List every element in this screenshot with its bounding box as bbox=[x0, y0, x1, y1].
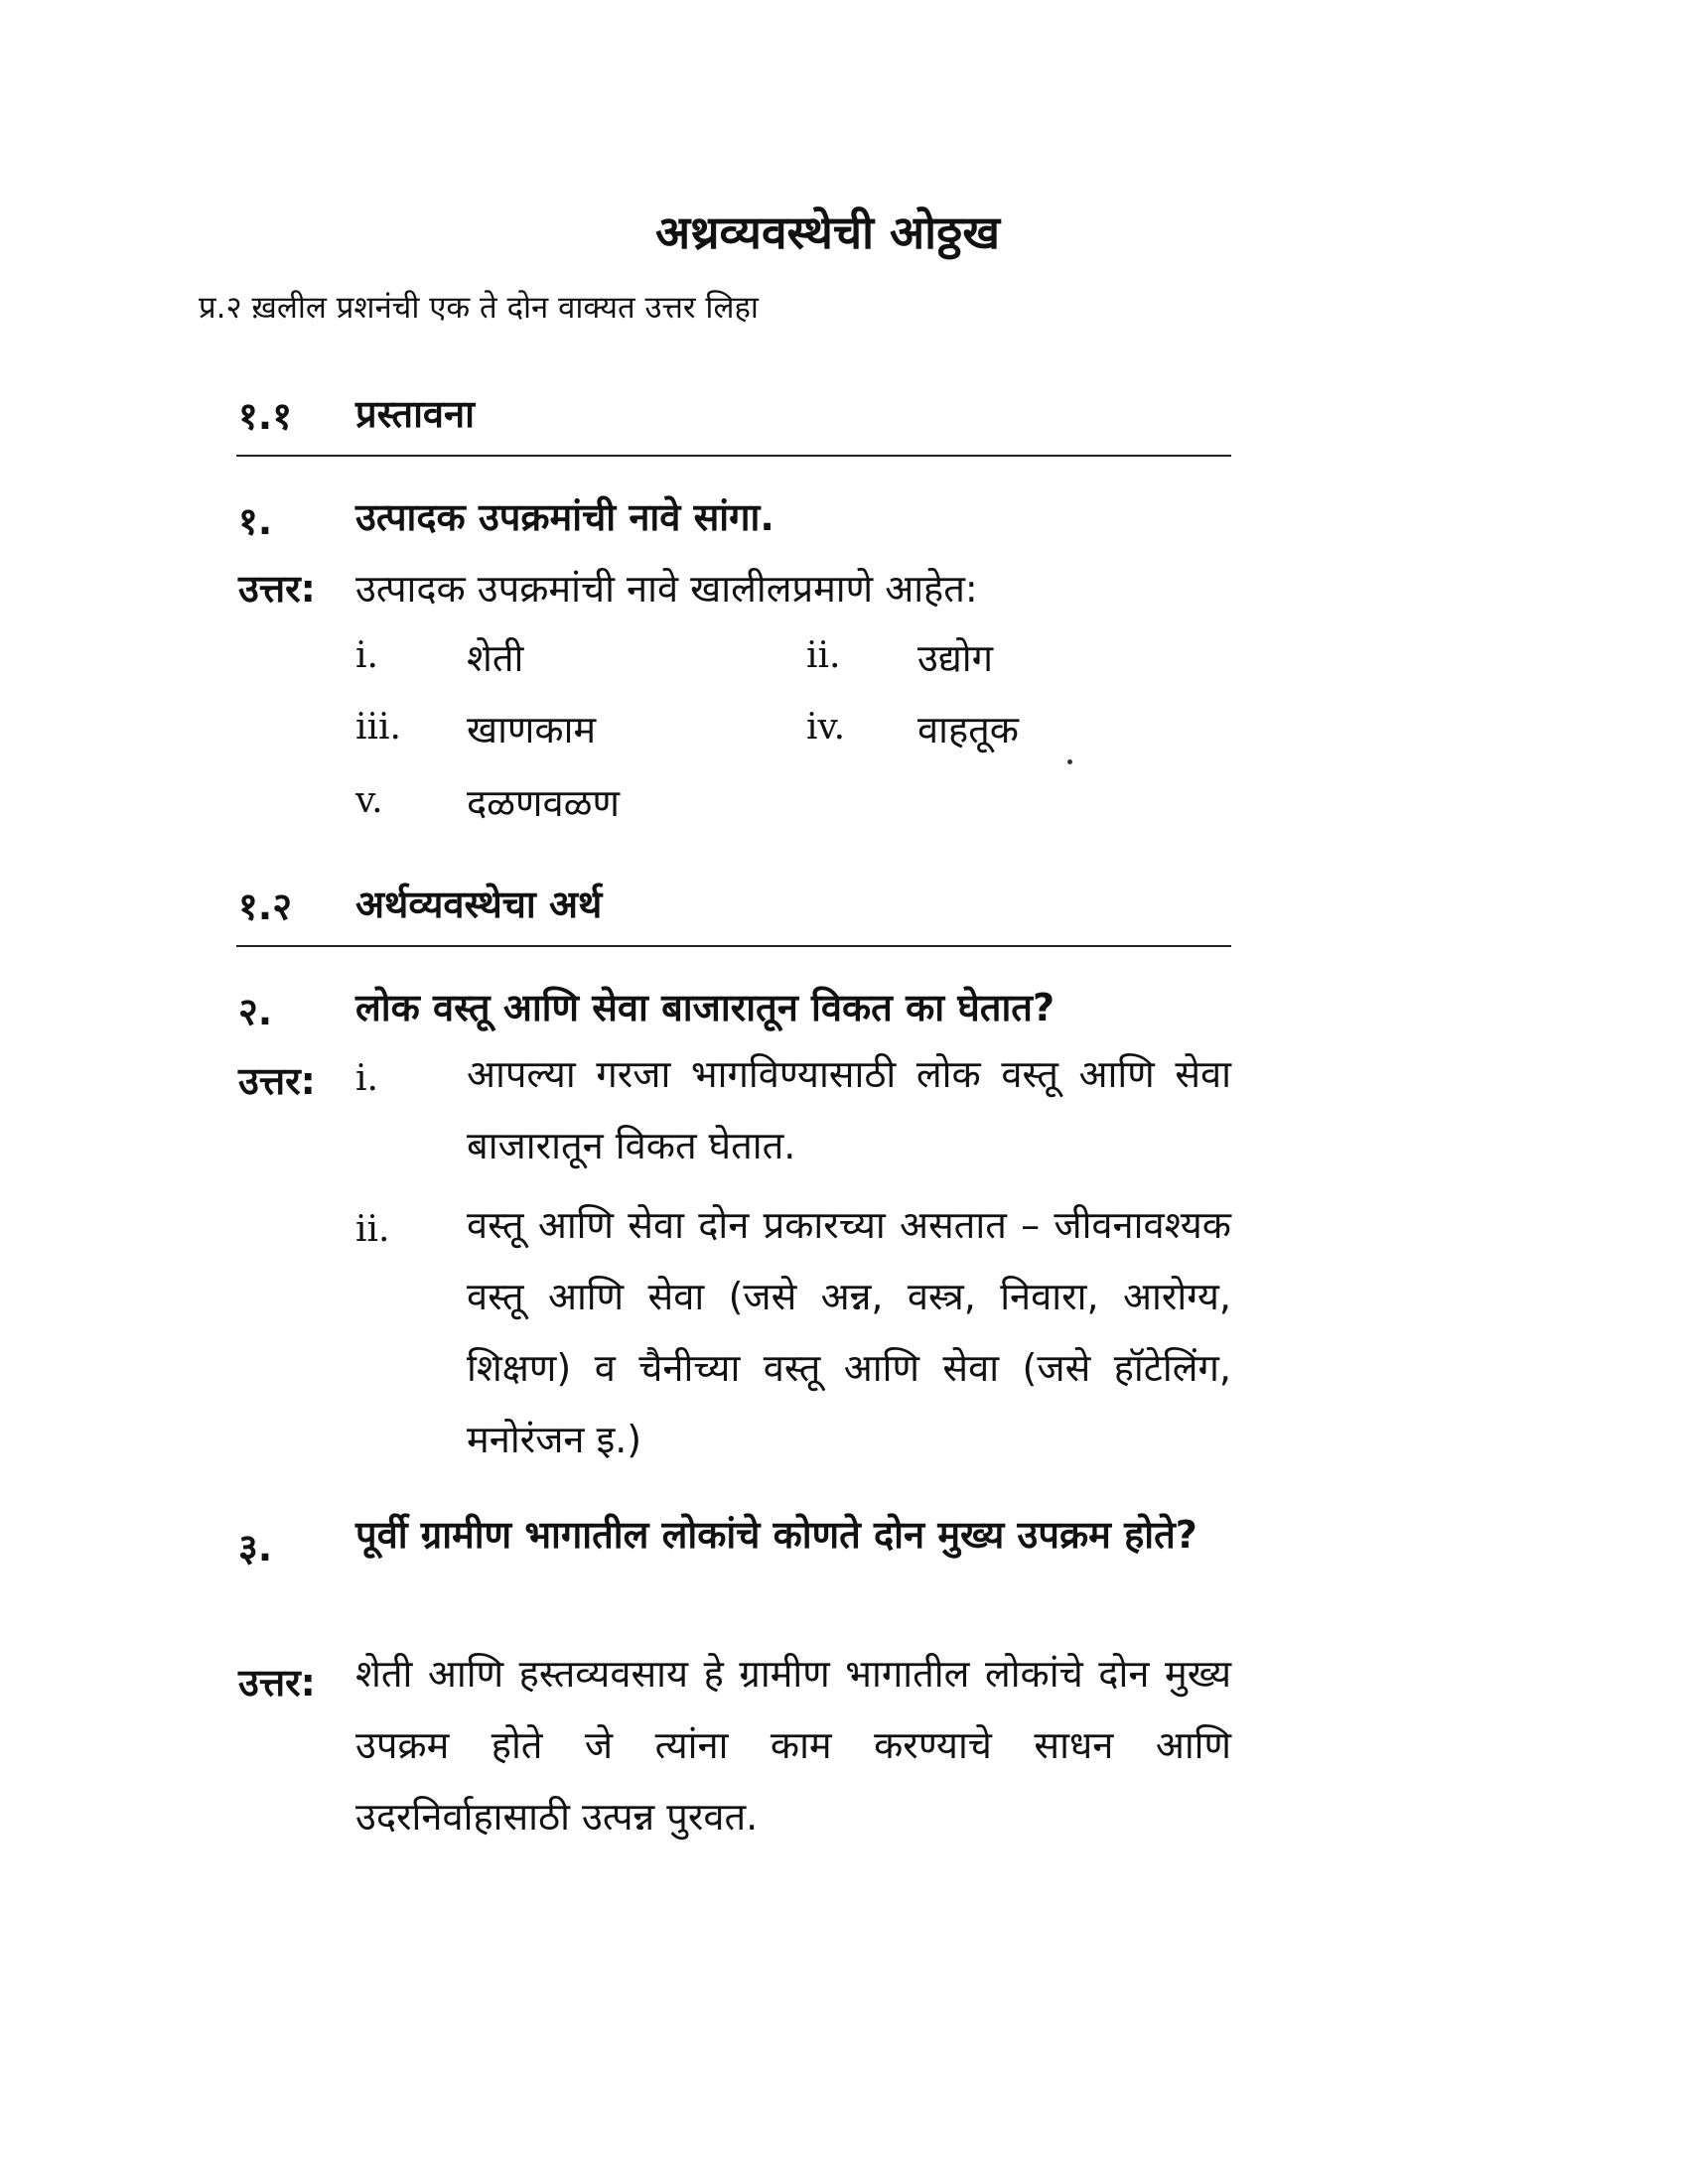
list-item: शेती bbox=[467, 636, 524, 680]
scan-speck bbox=[1067, 759, 1072, 764]
list-item: उद्योग bbox=[917, 636, 994, 680]
list-item: दळणवळण bbox=[467, 781, 621, 825]
list-marker: i. bbox=[355, 635, 378, 676]
list-marker: v. bbox=[355, 780, 383, 821]
answer-text: शेती आणि हस्तव्यवसाय हे ग्रामीण भागातील लोकांचे दोन मुख्य उपक्रम होते जे त्यांना काम करण्याचे साधन आणि उदरनिर्वाहासाठी उत्पन्न पुरवत. bbox=[355, 1652, 1231, 1839]
list-marker: iv. bbox=[806, 707, 846, 748]
list-marker: iii. bbox=[355, 707, 401, 748]
question-text: लोक वस्तू आणि सेवा बाजारातून विकत का घेतात? bbox=[355, 986, 1055, 1029]
point-marker: i. bbox=[355, 1058, 378, 1099]
section-title: अर्थव्यवस्थेचा अर्थ bbox=[355, 883, 603, 926]
answer-intro: उत्पादक उपक्रमांची नावे खालीलप्रमाणे आहेत: bbox=[355, 567, 978, 611]
section-title: प्रस्तावना bbox=[355, 392, 475, 436]
list-item: खाणकाम bbox=[467, 708, 597, 751]
question-number: २. bbox=[238, 990, 273, 1033]
section-number: १.२ bbox=[238, 885, 292, 928]
section-number: १.१ bbox=[238, 394, 292, 438]
list-marker: ii. bbox=[806, 635, 841, 676]
section-divider bbox=[236, 455, 1231, 457]
question-number: ३. bbox=[238, 1526, 273, 1570]
question-number: १. bbox=[238, 499, 273, 543]
page-title: अथ्रव्यवस्थेची ओठ्ठख bbox=[655, 205, 1000, 259]
question-text: उत्पादक उपक्रमांची नावे सांगा. bbox=[355, 495, 774, 539]
point-marker: ii. bbox=[355, 1209, 390, 1250]
answer-label: उत्तर: bbox=[238, 1661, 316, 1705]
instruction-text: प्र.२ ख़लील प्रशनंची एक ते दोन वाक्यत उत्तर लिहा bbox=[199, 290, 759, 326]
answer-label: उत्तर: bbox=[238, 1059, 316, 1103]
section-divider bbox=[236, 945, 1231, 947]
answer-label: उत्तर: bbox=[238, 567, 316, 611]
list-item: वाहतूक bbox=[917, 708, 1019, 751]
question-text: पूर्वी ग्रामीण भागातील लोकांचे कोणते दोन मुख्य उपक्रम होते? bbox=[355, 1513, 1197, 1557]
answer-point: वस्तू आणि सेवा दोन प्रकारच्या असतात – जीवनावश्यक वस्तू आणि सेवा (जसे अन्न, वस्त्र, निवारा, आरोग्य, शिक्षण) व चैनीच्या वस्तू आणि सेवा (जसे हॉटेलिंग, मनोरंजन इ.) bbox=[467, 1203, 1231, 1461]
answer-point: आपल्या गरजा भागविण्यासाठी लोक वस्तू आणि सेवा बाजारातून विकत घेतात. bbox=[467, 1052, 1231, 1167]
